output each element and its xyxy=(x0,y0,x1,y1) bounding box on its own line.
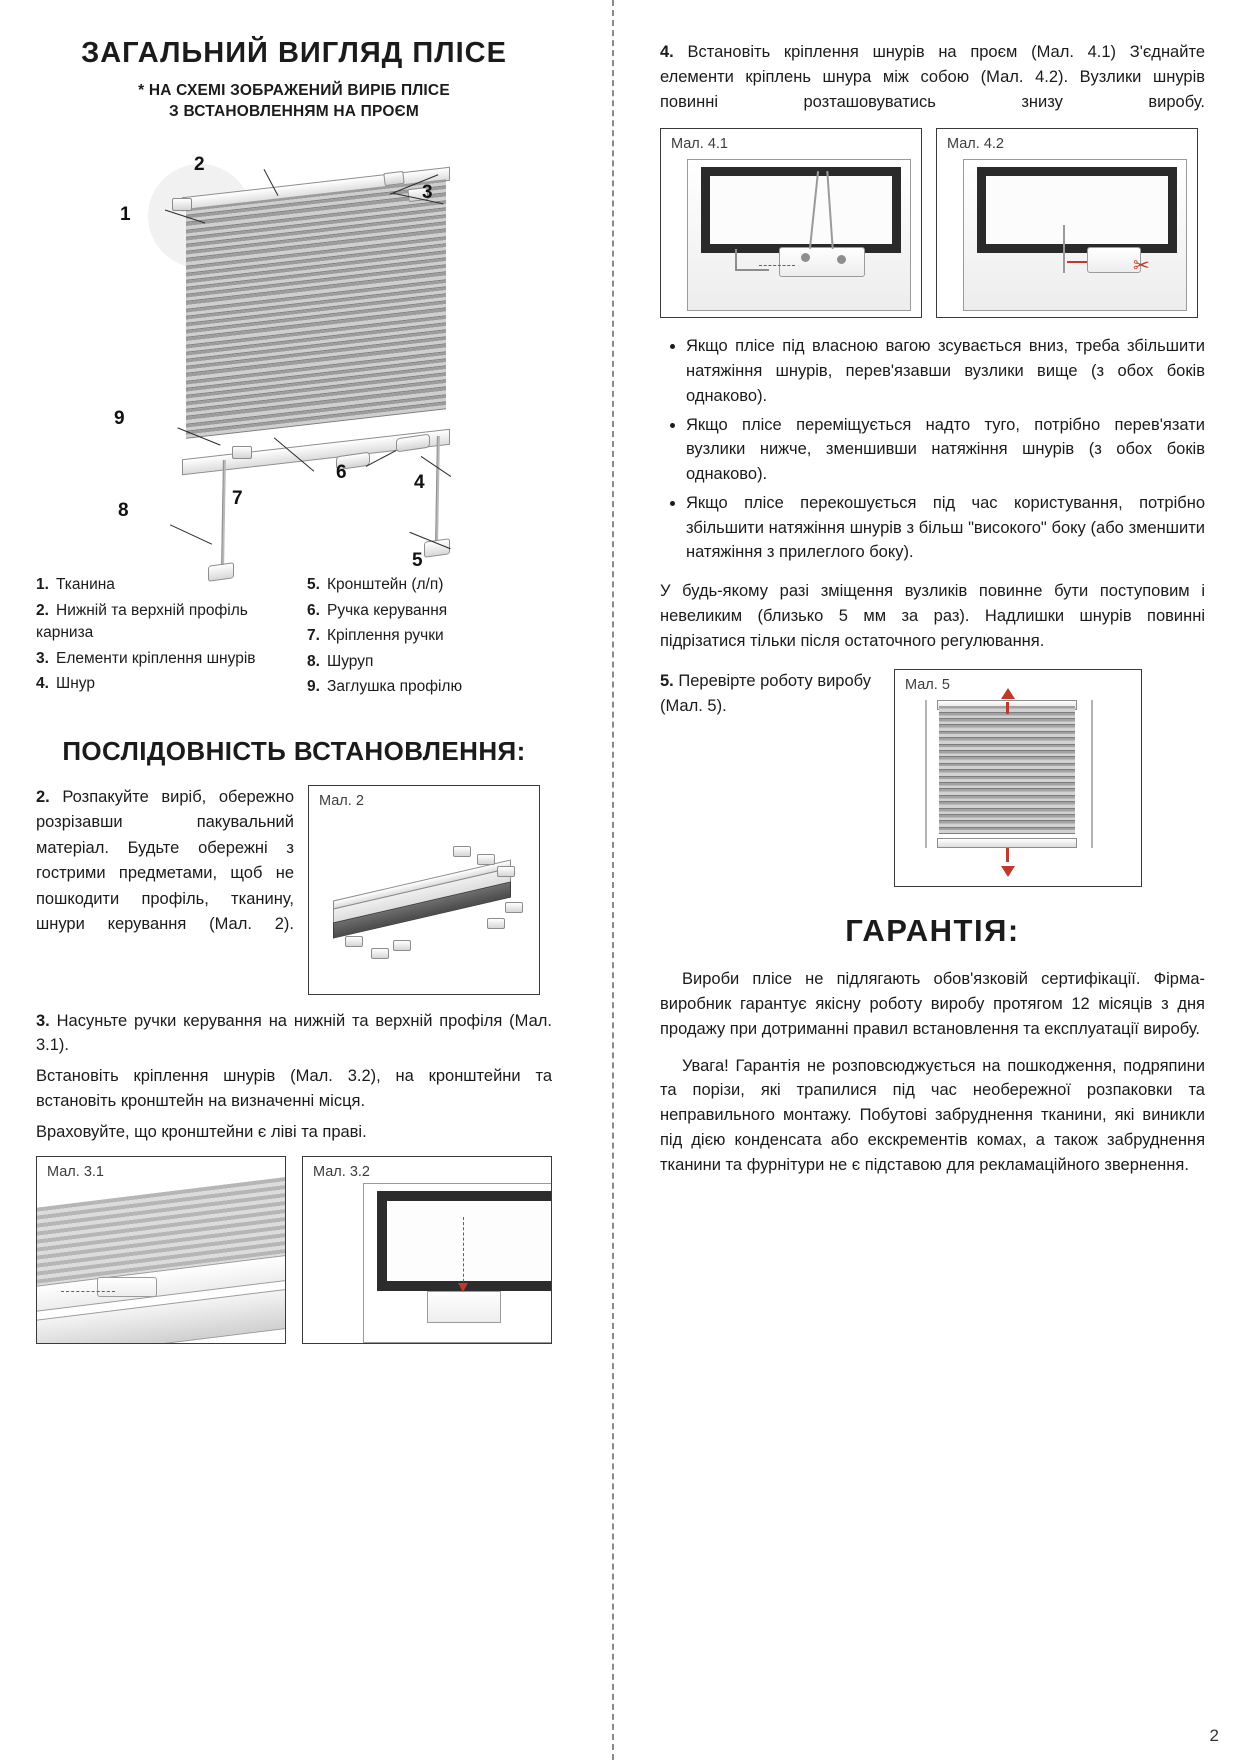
left-column xyxy=(0,0,612,1760)
warranty-paragraph-1: Вироби пліcе не підлягають обов'язковій сертифікації. Фірма-виробник гарантує якісну роботу виробу протягом 12 місяців з дня продажу при дотриманні правил встановлення та експлуатації виробу. xyxy=(660,970,1205,1038)
subtitle-line-2: З ВСТАНОВЛЕННЯМ НА ПРОЄМ xyxy=(169,102,419,120)
step-4 xyxy=(660,40,1205,114)
figure-row-3 xyxy=(36,1156,552,1344)
callout-4: 4 xyxy=(414,472,425,494)
legend-label: Кріплення ручки xyxy=(327,627,444,645)
callout-1: 1 xyxy=(120,204,131,226)
legend-label: Кронштейн (л/п) xyxy=(327,576,444,594)
connect-direction-arrow xyxy=(759,265,795,266)
figure-2-label: Мал. 2 xyxy=(319,792,364,809)
warranty-paragraph-2: Увага! Гарантія не розповсюджується на пошкодження, подряпини та порізи, які трапилися під час необережної розпаковки та неправильного монтажу. Побутові забруднення тканини, які виникли під дією конденсата або екскрементів комах, а також забруднення тканини та фурнітури не є підставою для рекламаційного звернення. xyxy=(660,1056,1205,1174)
legend-index: 5. xyxy=(307,576,320,594)
step-3 xyxy=(36,1009,552,1145)
list-item xyxy=(307,625,552,647)
legend-label: Нижній та верхній профіль карниза xyxy=(36,601,248,642)
motion-tick xyxy=(1006,848,1009,862)
list-item: • Якщо пліcе переміщується надто туго, потрібно перев'язати вузлики нижче, зменшивши натяжіння шнурів (з обох боків однаково). xyxy=(686,413,1205,487)
step-5-number: 5. xyxy=(660,672,674,691)
legend-label: Елементи кріплення шнурів xyxy=(56,649,256,667)
step-5-text: Перевірте роботу виробу (Мал. 5). xyxy=(660,672,871,715)
legend-label: Шуруп xyxy=(327,652,374,670)
glazing-bead xyxy=(701,167,901,253)
legend-label: Заглушка профілю xyxy=(327,678,463,696)
step-4-text: Встановіть кріплення шнурів на проєм (Мал. 4.1) З'єднайте елементи кріплень шнура між собою (Мал. 4.2). Вузлики шнурів повинні розташовуватись знизу виробу. xyxy=(660,43,1205,111)
callout-7: 7 xyxy=(232,488,243,510)
glazing-bead xyxy=(977,167,1177,253)
legend-column-2 xyxy=(307,574,552,701)
list-item xyxy=(307,676,552,698)
legend-index: 6. xyxy=(307,601,320,619)
overview-diagram xyxy=(36,136,552,572)
callout-2: 2 xyxy=(194,154,205,176)
legend-label: Ручка керування xyxy=(327,601,448,619)
bracket xyxy=(427,1291,501,1323)
list-item: • Якщо пліcе під власною вагою зсувається вниз, треба збільшити натяжіння шнурів, перев'язавши вузлики вище (з обох боків однаково). xyxy=(686,334,1205,408)
legend-index: 4. xyxy=(36,675,49,693)
step-3-text-3: Враховуйте, що кронштейни є ліві та праві. xyxy=(36,1122,367,1141)
legend-index: 3. xyxy=(36,649,49,667)
packaging-drawing xyxy=(327,844,523,964)
legend-index: 7. xyxy=(307,627,320,645)
cord-loop xyxy=(735,249,769,271)
list-item xyxy=(307,600,552,622)
arrow-head xyxy=(458,1283,468,1292)
legend-index: 8. xyxy=(307,652,320,670)
list-item xyxy=(307,651,552,673)
figure-4-1 xyxy=(660,128,922,318)
cord-left xyxy=(221,460,226,568)
figure-3-2-label: Мал. 3.2 xyxy=(313,1164,370,1181)
legend-index: 1. xyxy=(36,576,49,594)
step-5-text-block xyxy=(660,669,880,719)
callout-8: 8 xyxy=(118,500,129,522)
parts-legend xyxy=(36,574,552,701)
legend-column-1 xyxy=(36,574,281,701)
step-3-number: 3. xyxy=(36,1011,50,1030)
figure-3-1 xyxy=(36,1156,286,1344)
step-5 xyxy=(660,669,1205,887)
step-3-text-1: Насуньте ручки керування на нижній та верхній профіля (Мал. 3.1). xyxy=(36,1011,552,1055)
figure-5-label: Мал. 5 xyxy=(905,677,950,694)
pleated-fabric xyxy=(186,179,446,459)
glazing-bead xyxy=(377,1191,552,1291)
list-item xyxy=(307,574,552,596)
right-column xyxy=(612,0,1245,1760)
figure-2 xyxy=(308,785,540,995)
adjustment-note: У будь-якому разі зміщення вузликів повинне бути поступовим і невеликим (близько 5 мм за раз). Надлишки шнурів повинні підрізатися тільки після остаточного регулювання. xyxy=(660,582,1205,650)
warranty-heading: ГАРАНТІЯ: xyxy=(845,913,1020,949)
callout-6: 6 xyxy=(336,462,347,484)
install-direction-arrow xyxy=(463,1217,464,1287)
figure-row-4 xyxy=(660,128,1205,318)
legend-index: 2. xyxy=(36,601,49,619)
bracket-right xyxy=(424,538,450,558)
step-2-text-block xyxy=(36,785,294,938)
list-item xyxy=(36,600,281,645)
insert-direction-arrow xyxy=(61,1291,115,1292)
list-item xyxy=(36,574,281,596)
scissors-icon: ✂ xyxy=(1133,255,1150,278)
list-item: • Якщо пліcе перекошується під час користування, потрібно збільшити натяжіння шнурів з більш "високого" боку (або зменшити натяжіння з прилеглого боку). xyxy=(686,491,1205,565)
cord-right xyxy=(1091,700,1093,848)
profile-end-cap xyxy=(172,198,192,211)
list-item xyxy=(36,648,281,670)
cord-right xyxy=(435,436,440,544)
control-handle xyxy=(396,434,430,453)
page-title: ЗАГАЛЬНИЙ ВИГЛЯД ПЛІСЕ xyxy=(81,37,507,69)
adjustment-tips-list xyxy=(660,334,1205,565)
callout-3: 3 xyxy=(422,182,433,204)
motion-tick xyxy=(1006,702,1009,714)
figure-3-2 xyxy=(302,1156,552,1344)
bottom-profile xyxy=(937,838,1077,848)
page-subtitle xyxy=(36,81,552,122)
page-number: 2 xyxy=(1209,1726,1219,1745)
figure-3-1-label: Мал. 3.1 xyxy=(47,1164,104,1181)
callout-9: 9 xyxy=(114,408,125,430)
legend-index: 9. xyxy=(307,678,320,696)
cord-knot xyxy=(1067,261,1087,263)
pleated-fabric xyxy=(939,706,1075,836)
figure-4-2-label: Мал. 4.2 xyxy=(947,136,1004,153)
list-item xyxy=(36,673,281,695)
step-3-text-2: Встановіть кріплення шнурів (Мал. 3.2), на кронштейни та встановіть кронштейн на визначенні місця. xyxy=(36,1067,552,1110)
install-sequence-heading: ПОСЛІДОВНІСТЬ ВСТАНОВЛЕННЯ: xyxy=(62,735,526,766)
step-2 xyxy=(36,785,552,995)
callout-5: 5 xyxy=(412,550,423,572)
step-3-line-1 xyxy=(36,1009,552,1059)
step-2-text: Розпакуйте виріб, обережно розрізавши пакувальний матеріал. Будьте обережні з гострими предметами, щоб не пошкодити профіль, тканину, шнури керування (Мал. 2). xyxy=(36,787,294,934)
legend-label: Шнур xyxy=(56,675,95,693)
control-handle xyxy=(97,1277,157,1297)
step-4-number: 4. xyxy=(660,43,674,61)
arrow-up-icon xyxy=(1001,688,1015,699)
cord-fixing-bracket xyxy=(779,247,865,277)
figure-4-2 xyxy=(936,128,1198,318)
figure-5 xyxy=(894,669,1142,887)
cord-left xyxy=(925,700,927,848)
handle-mount xyxy=(232,446,252,459)
figure-4-1-label: Мал. 4.1 xyxy=(671,136,728,153)
cord xyxy=(1063,225,1065,273)
arrow-down-icon xyxy=(1001,866,1015,877)
subtitle-line-1: * НА СХЕМІ ЗОБРАЖЕНИЙ ВИРІБ ПЛІСЕ xyxy=(138,82,450,100)
step-2-number: 2. xyxy=(36,787,50,806)
legend-label: Тканина xyxy=(56,576,115,594)
